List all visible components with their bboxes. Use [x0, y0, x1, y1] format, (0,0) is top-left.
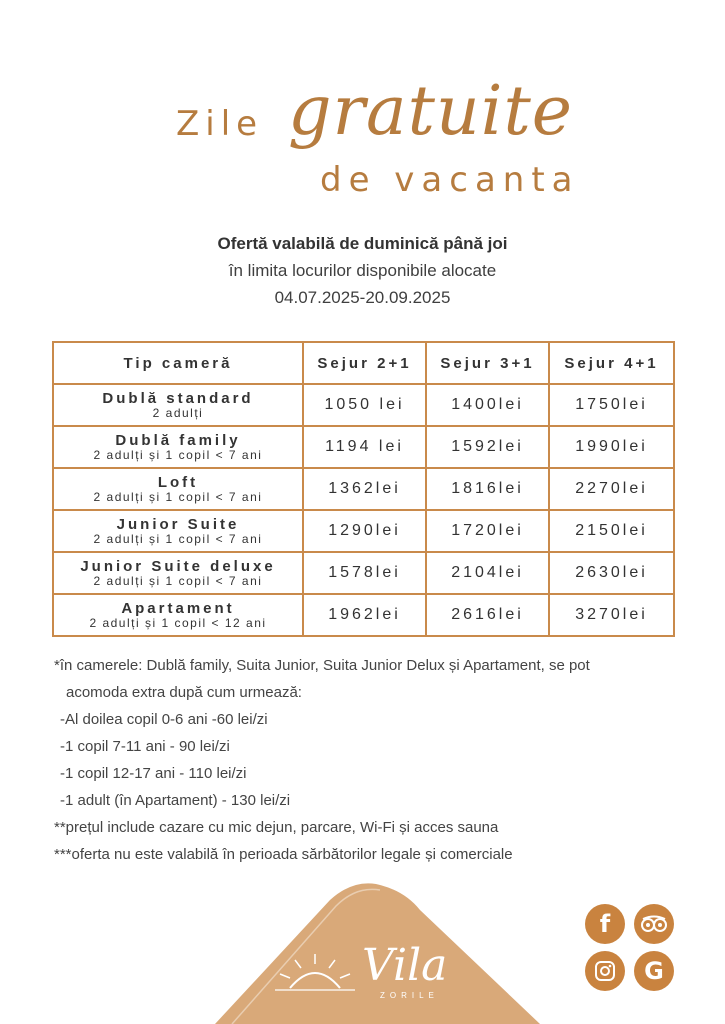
- room-occupancy: 2 adulți și 1 copil < 7 ani: [93, 448, 263, 462]
- facebook-glyph: f: [599, 910, 611, 938]
- room-occupancy: 2 adulți și 1 copil < 7 ani: [93, 490, 263, 504]
- offer-limit: în limita locurilor disponibile alocate: [228, 261, 497, 280]
- price-cell: 2616lei: [426, 594, 549, 636]
- price-cell: 1990lei: [549, 426, 674, 468]
- room-occupancy: 2 adulți și 1 copil < 7 ani: [93, 574, 263, 588]
- logo-subtitle: ZORILE: [380, 991, 439, 1000]
- note-adult: -1 adult (în Apartament) - 130 lei/zi: [60, 792, 291, 809]
- room-name: Loft: [157, 474, 199, 491]
- instagram-icon[interactable]: [585, 951, 625, 991]
- room-cell: [53, 552, 303, 594]
- price-cell: 3270lei: [549, 594, 674, 636]
- note-price-includes: **prețul include cazare cu mic dejun, parcare, Wi-Fi și acces sauna: [54, 819, 499, 836]
- header-sejur-2: Sejur 2+1: [303, 342, 426, 384]
- price-table: [52, 341, 675, 637]
- table-row: [53, 426, 674, 468]
- table-row: [53, 510, 674, 552]
- price-cell: 2104lei: [426, 552, 549, 594]
- offer-validity: Ofertă valabilă de duminică până joi: [217, 234, 508, 253]
- room-cell: [53, 426, 303, 468]
- title-script: gratuite: [288, 72, 574, 151]
- logo-name: Vila: [362, 940, 448, 991]
- title-zile: Zile: [176, 104, 264, 144]
- room-name: Dublă family: [115, 432, 241, 449]
- price-cell: 1362lei: [303, 468, 426, 510]
- price-cell: 1750lei: [549, 384, 674, 426]
- table-row: [53, 594, 674, 636]
- header-sejur-3: Sejur 3+1: [426, 342, 549, 384]
- price-cell: 1194 lei: [303, 426, 426, 468]
- price-cell: 1578lei: [303, 552, 426, 594]
- table-row: [53, 552, 674, 594]
- note-child-12-17: -1 copil 12-17 ani - 110 lei/zi: [60, 765, 247, 782]
- note-extra-guests-cont: acomoda extra după cum urmează:: [66, 684, 302, 701]
- room-cell: [53, 384, 303, 426]
- room-cell: [53, 468, 303, 510]
- room-name: Junior Suite deluxe: [80, 558, 276, 575]
- tripadvisor-icon[interactable]: [634, 904, 674, 944]
- offer-dates: 04.07.2025-20.09.2025: [274, 288, 451, 307]
- sun-logo-icon: [270, 950, 360, 995]
- price-cell: 2630lei: [549, 552, 674, 594]
- google-icon[interactable]: [634, 951, 674, 991]
- room-name: Apartament: [121, 600, 235, 617]
- instagram-glyph: [594, 960, 616, 982]
- room-name: Junior Suite: [116, 516, 240, 533]
- price-cell: 2150lei: [549, 510, 674, 552]
- google-glyph: G: [644, 957, 664, 985]
- note-child-0-6: -Al doilea copil 0-6 ani -60 lei/zi: [60, 711, 268, 728]
- note-child-7-11: -1 copil 7-11 ani - 90 lei/zi: [60, 738, 230, 755]
- note-exclusions: ***oferta nu este valabilă în perioada sărbătorilor legale și comerciale: [54, 846, 513, 863]
- price-cell: 1962lei: [303, 594, 426, 636]
- price-cell: 1290lei: [303, 510, 426, 552]
- title-vacanta: de vacanta: [320, 160, 580, 200]
- room-occupancy: 2 adulți și 1 copil < 7 ani: [93, 532, 263, 546]
- room-occupancy: 2 adulți și 1 copil < 12 ani: [89, 616, 267, 630]
- price-cell: 1400lei: [426, 384, 549, 426]
- tripadvisor-owl-glyph: [640, 914, 668, 934]
- table-row: [53, 468, 674, 510]
- price-cell: 1816lei: [426, 468, 549, 510]
- room-cell: [53, 510, 303, 552]
- room-occupancy: 2 adulți: [152, 406, 204, 420]
- note-extra-guests: *în camerele: Dublă family, Suita Junior, Suita Junior Delux și Apartament, se pot: [54, 657, 590, 674]
- price-cell: 1592lei: [426, 426, 549, 468]
- facebook-icon[interactable]: [585, 904, 625, 944]
- price-cell: 1050 lei: [303, 384, 426, 426]
- header-sejur-4: Sejur 4+1: [549, 342, 674, 384]
- room-cell: [53, 594, 303, 636]
- room-name: Dublă standard: [102, 390, 254, 407]
- table-header-row: [53, 342, 674, 384]
- price-cell: 2270lei: [549, 468, 674, 510]
- price-cell: 1720lei: [426, 510, 549, 552]
- header-room-type: Tip cameră: [53, 342, 303, 384]
- table-row: [53, 384, 674, 426]
